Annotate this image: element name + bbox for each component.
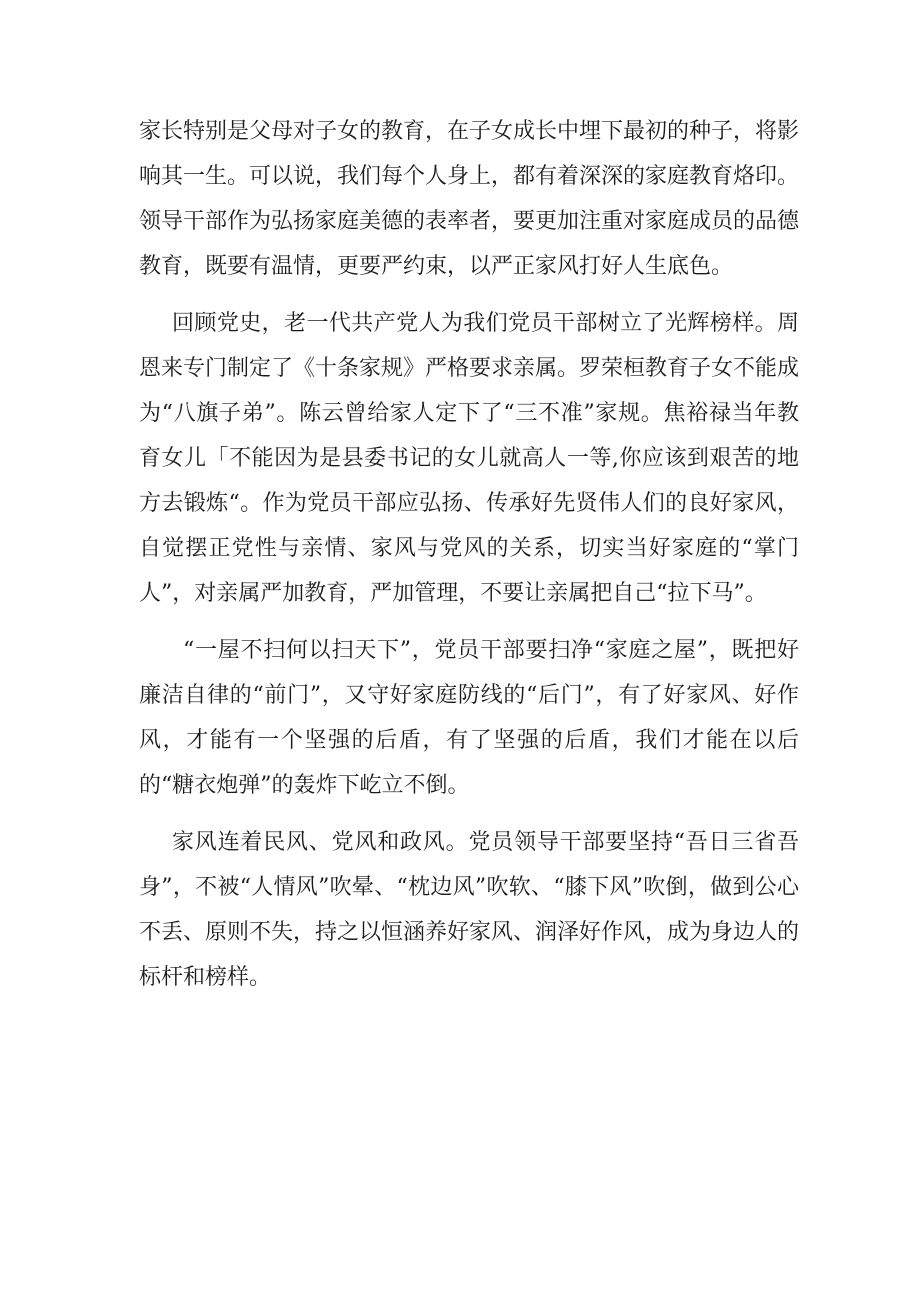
paragraph-family-style: 家风连着民风、党风和政风。党员领导干部要坚持“吾日三省吾身”，不被“人情风”吹晕、“枕边风”吹软、“膝下风”吹倒，做到公心不丢、原则不失，持之以恒涵养好家风、润泽好作风，成为身边人的标杆和榜样。 [139, 830, 800, 990]
paragraph-family-education: 家长特别是父母对子女的教育，在子女成长中埋下最初的种子，将影响其一生。可以说，我们每个人身上，都有着深深的家庭教育烙印。领导干部作为弘扬家庭美德的表率者，要更加注重对家庭成员的品德教育，既要有温情，更要严约束，以严正家风打好人生底色。 [139, 119, 800, 279]
document-body [139, 109, 799, 1000]
paragraph-party-history: 回顾党史，老一代共产党人为我们党员干部树立了光辉榜样。周恩来专门制定了《十条家规》严格要求亲属。罗荣桓教育子女不能成为“八旗子弟”。陈云曾给家人定下了“三不准”家规。焦裕禄当年教育女儿「不能因为是县委书记的女儿就高人一等,你应该到艰苦的地方去锻炼“。作为党员干部应弘扬、传承好先贤伟人们的良好家风，自觉摆正党性与亲情、家风与党风的关系，切实当好家庭的“掌门人”，对亲属严加教育，严加管理，不要让亲属把自己“拉下马”。 [139, 311, 800, 606]
paragraph-sweep-house: “一屋不扫何以扫天下”，党员干部要扫净“家庭之屋”，既把好廉洁自律的“前门”，又守好家庭防线的“后门”，有了好家风、好作风，才能有一个坚强的后盾，有了坚强的后盾，我们才能在以后的“糖衣炮弹”的轰炸下屹立不倒。 [139, 638, 799, 798]
